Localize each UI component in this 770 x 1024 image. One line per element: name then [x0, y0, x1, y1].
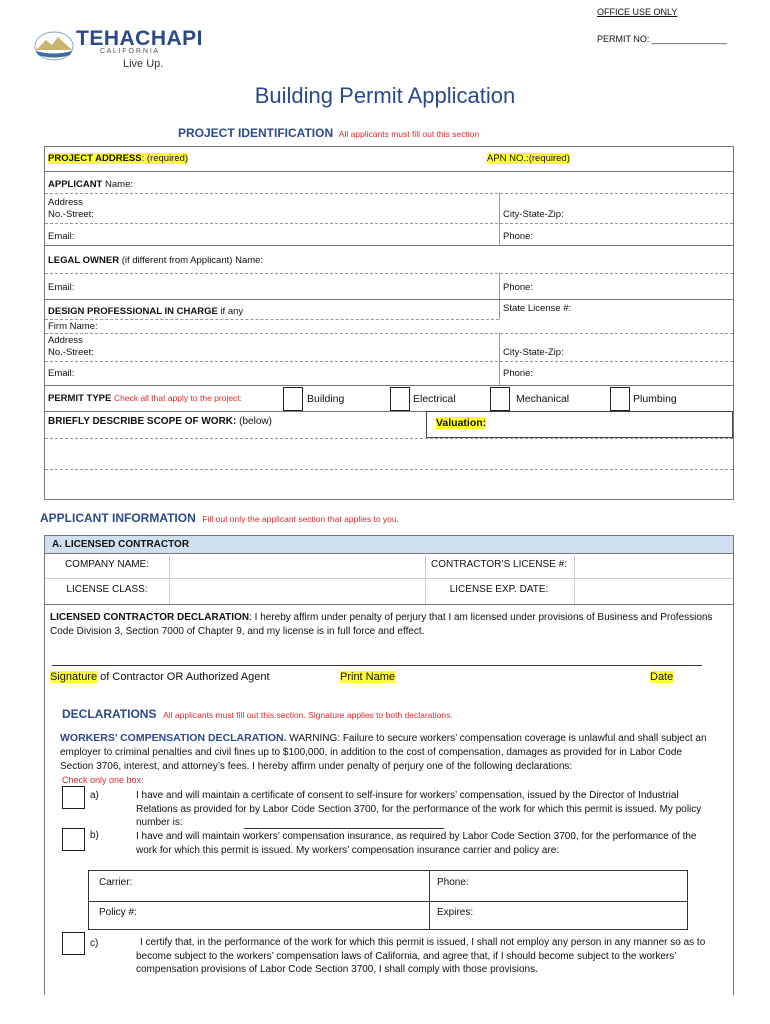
workers-comp-text: WARNING: Failure to secure workers’ compensation coverage is unlawful and shall subject an employer to criminal penalties and civil fines up to $100,000, in addition to the cost of compensation, damages as provided for in Labor Code Section 3706, interest, and attorney’s fees. I hereby affirm under penalty of perjury one of the following declarations: [60, 733, 707, 772]
project-address-label [48, 153, 188, 164]
carrier-phone-field[interactable]: Phone: [437, 877, 469, 888]
applicant-city-field[interactable]: City-State-Zip: [503, 209, 564, 220]
valuation-label: Valuation: [436, 417, 487, 429]
scope-below: (below) [239, 416, 272, 427]
firm-name-field[interactable]: Firm Name: [48, 321, 98, 332]
signature-line[interactable] [52, 665, 702, 666]
permit-no-field[interactable]: PERMIT NO: _______________ [597, 34, 727, 44]
legal-owner-name-label: Name: [235, 255, 264, 266]
applicant-phone-field[interactable]: Phone: [503, 231, 534, 242]
mountain-logo-icon [34, 30, 74, 62]
signature-rest: of Contractor OR Authorized Agent [97, 671, 270, 683]
applicant-street-field[interactable]: No.-Street: [48, 209, 94, 220]
design-professional-label: DESIGN PROFESSIONAL IN CHARGE [48, 306, 218, 317]
option-c-checkbox[interactable] [62, 932, 85, 955]
license-exp-input[interactable] [574, 579, 732, 603]
design-address-label: Address [48, 335, 83, 346]
project-heading: PROJECT IDENTIFICATION [178, 126, 334, 140]
design-city-field[interactable]: City-State-Zip: [503, 347, 564, 358]
permit-type-label [48, 393, 242, 404]
expires-field[interactable]: Expires: [437, 907, 474, 918]
permit-type-note: Check all that apply to the project: [113, 393, 243, 403]
mechanical-label: Mechanical [516, 393, 570, 405]
page-title: Building Permit Application [254, 83, 516, 108]
plumbing-checkbox[interactable] [610, 387, 630, 411]
valuation-field[interactable] [426, 411, 733, 438]
applicant-information-heading [40, 511, 399, 525]
contractor-license-input[interactable] [574, 554, 732, 577]
option-b-letter: b) [90, 830, 99, 841]
option-a-letter: a) [90, 790, 99, 801]
declarations-title: DECLARATIONS [62, 707, 157, 721]
contractor-license-label: CONTRACTOR’S LICENSE #: [431, 559, 567, 570]
section-a-header [45, 536, 733, 554]
logo-tagline: Live Up. [123, 58, 164, 70]
scope-label [48, 416, 272, 427]
mechanical-checkbox[interactable] [490, 387, 510, 411]
carrier-table [88, 870, 688, 930]
project-address-required: : (required) [141, 153, 189, 164]
apn-text: APN NO. [487, 153, 527, 164]
project-identification-table [44, 146, 734, 500]
owner-email-field[interactable]: Email: [48, 282, 75, 293]
design-email-field[interactable]: Email: [48, 368, 75, 379]
option-a-text: I have and will maintain a certificate of consent to self-insure for workers’ compensation, issued by the Director of Industrial Relations as provided for by Labor Code Section 3700, for the performance of the work for which this permit is issued. My policy number is: [136, 790, 702, 828]
owner-phone-field[interactable]: Phone: [503, 282, 534, 293]
project-note: All applicants must fill out this section [338, 129, 480, 139]
workers-comp-declaration [60, 731, 710, 774]
print-name-label: Print Name [340, 671, 396, 683]
design-professional-field[interactable] [48, 306, 243, 317]
scope-text: BRIEFLY DESCRIBE SCOPE OF WORK: [48, 416, 237, 427]
check-only-one: Check only one box: [62, 775, 144, 785]
contractor-declaration-text: : I hereby affirm under penalty of perjury that I am licensed under provisions of Business and Professions Code Division 3, Section 7000 of Chapter 9, and my license is in full force and effect. [50, 612, 713, 637]
contractor-declaration-label: LICENSED CONTRACTOR DECLARATION [50, 612, 250, 623]
logo-name: TEHACHAPI [76, 27, 204, 50]
carrier-field[interactable]: Carrier: [99, 877, 133, 888]
design-if-any: if any [220, 306, 244, 317]
option-a-checkbox[interactable] [62, 786, 85, 809]
legal-owner-field[interactable] [48, 255, 263, 266]
plumbing-label: Plumbing [633, 393, 677, 405]
design-phone-field[interactable]: Phone: [503, 368, 534, 379]
design-street-field[interactable]: No.-Street: [48, 347, 94, 358]
declarations-note: All applicants must fill out this section. Signature applies to both declarations. [163, 710, 453, 720]
project-address-text: PROJECT ADDRESS [48, 153, 142, 164]
company-name-label: COMPANY NAME: [64, 559, 150, 570]
office-use-only: OFFICE USE ONLY [597, 7, 678, 17]
building-checkbox[interactable] [283, 387, 303, 411]
signature-label [50, 671, 270, 683]
tehachapi-logo [34, 26, 204, 76]
state-license-field[interactable]: State License #: [503, 303, 572, 314]
apn-label [487, 153, 570, 164]
policy-number-input[interactable] [244, 828, 444, 829]
applicant-name-field[interactable] [48, 179, 133, 190]
project-identification-heading [178, 126, 479, 140]
option-c-letter: c) [90, 938, 99, 949]
applicant-info-title: APPLICANT INFORMATION [40, 511, 196, 525]
option-b-checkbox[interactable] [62, 828, 85, 851]
license-class-input[interactable] [170, 579, 424, 603]
applicant-email-field[interactable]: Email: [48, 231, 75, 242]
option-c-text: I certify that, in the performance of the work for which this permit is issued, I shall not employ any person in any manner so as to become subject to the workers’ compensation laws of California, and agree that, if I should become subject to the workers’ compensation provisions of Labor Code Section 3700, I shall comply with those provisions. [136, 937, 706, 975]
contractor-declaration [50, 611, 720, 639]
applicant-name-label: Name: [105, 179, 133, 190]
declarations-heading [62, 707, 453, 721]
policy-field[interactable]: Policy #: [99, 907, 137, 918]
electrical-label: Electrical [413, 393, 456, 405]
applicant-label: APPLICANT [48, 179, 103, 190]
company-name-input[interactable] [170, 554, 424, 577]
licensed-contractor-table [44, 535, 734, 605]
applicant-info-note: Fill out only the applicant section that applies to you. [202, 514, 399, 524]
section-a-title: A. LICENSED CONTRACTOR [52, 539, 190, 550]
signature-text: Signature [50, 671, 98, 683]
applicant-address-label: Address [48, 197, 83, 208]
license-class-label: LICENSE CLASS: [66, 584, 148, 595]
license-exp-label: LICENSE EXP. DATE: [449, 584, 549, 595]
apn-required: :(required) [526, 153, 570, 164]
legal-owner-label: LEGAL OWNER [48, 255, 120, 266]
legal-owner-paren: (if different from Applicant) [121, 255, 233, 266]
workers-comp-heading: WORKERS’ COMPENSATION DECLARATION. [60, 732, 287, 744]
date-label: Date [650, 671, 674, 683]
option-b-text: I have and will maintain workers’ compensation insurance, as required by Labor Code Section 3700, for the performance of the work for which this permit is issued. My workers’ compensation insurance carrier and policy are: [136, 831, 697, 856]
electrical-checkbox[interactable] [390, 387, 410, 411]
building-label: Building [307, 393, 345, 405]
permit-type-text: PERMIT TYPE [48, 393, 112, 404]
logo-state: C A L I F O R N I A [100, 48, 159, 55]
